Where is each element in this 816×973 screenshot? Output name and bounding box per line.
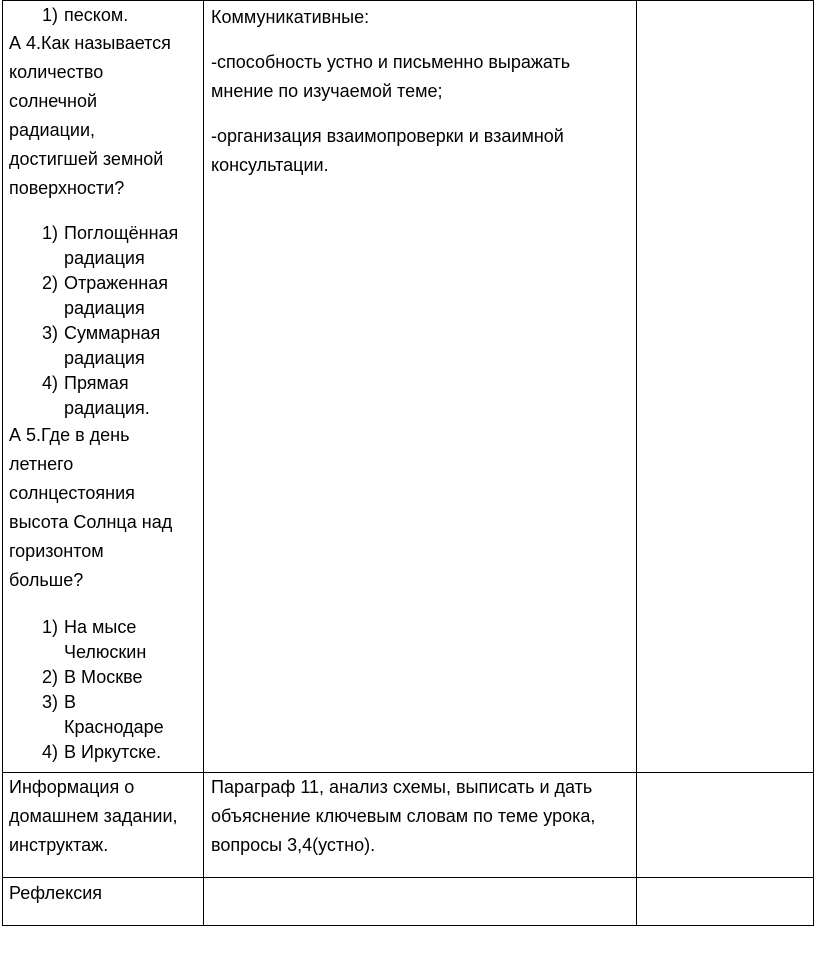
section-heading: Коммуникативные: — [211, 7, 370, 27]
table-border-left — [2, 0, 3, 926]
answer-list-q3-tail — [2, 3, 201, 28]
answer-list-a4 — [2, 221, 201, 421]
list-item: 2) В Москве — [42, 667, 143, 687]
list-item: 4) В Иркутске. — [42, 742, 162, 762]
list-item: 2) Отраженная радиация — [42, 273, 168, 318]
table-border-right — [813, 0, 814, 926]
list-item: 1) На мысе Челюскин — [42, 617, 147, 662]
list-item: 3) В Краснодаре — [42, 692, 164, 737]
homework-task-cell: Параграф 11, анализ схемы, выписать и дать объяснение ключевым словам по теме урока, вопросы 3,4(устно). — [211, 777, 596, 855]
question-a4: А 4.Как называется количество солнечной радиации, достигшей земной поверхности? — [9, 33, 171, 198]
list-item: 3) Суммарная радиация — [42, 323, 161, 368]
table-border-bottom — [2, 925, 814, 926]
answer-list-a5 — [2, 615, 201, 765]
skill-item: -организация взаимопроверки и взаимной консультации. — [211, 126, 564, 175]
question-a5: А 5.Где в день летнего солнцестояния высота Солнца над горизонтом больше? — [9, 425, 173, 590]
reflection-cell: Рефлексия — [9, 883, 103, 903]
list-item: 4) Прямая радиация. — [42, 373, 150, 418]
list-item: 1) песком. — [42, 5, 129, 25]
list-item: 1) Поглощённая радиация — [42, 223, 179, 268]
homework-info-cell: Информация о домашнем задании, инструктаж. — [9, 777, 178, 855]
lesson-plan-table — [2, 0, 814, 926]
column-divider-2 — [636, 0, 637, 926]
communicative-skills-cell — [211, 3, 631, 180]
column-divider-1 — [203, 0, 204, 926]
skill-item: -способность устно и письменно выражать мнение по изучаемой теме; — [211, 52, 571, 101]
row-divider-2 — [2, 877, 814, 878]
questions-cell — [9, 0, 201, 765]
